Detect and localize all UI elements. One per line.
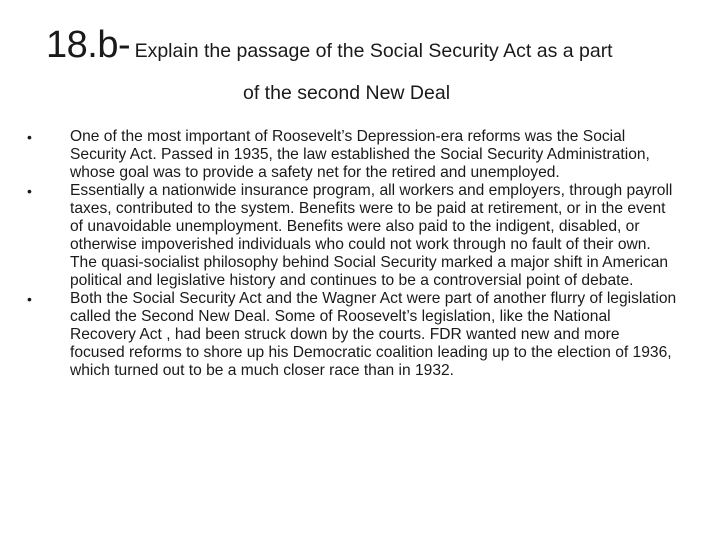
- title-line-1: [46, 26, 696, 64]
- bullet-text: Both the Social Security Act and the Wagner Act were part of another flurry of legislation called the Second New Deal. Some of Roosevelt’s legislation, like the National Recovery Act , had been struck down by the courts. FDR wanted new and more focused reforms to shore up his Democratic coalition leading up to the election of 1936, which turned out to be a much closer race than in 1932.: [70, 290, 677, 379]
- bullet-marker: •: [27, 129, 32, 145]
- bullet-marker: •: [27, 183, 32, 199]
- title-text-line-2: of the second New Deal: [243, 82, 451, 104]
- bullet-item: [27, 128, 677, 182]
- bullet-text: Essentially a nationwide insurance program, all workers and employers, through payroll taxes, contributed to the system. Benefits were to be paid at retirement, or in the event of unavoidable unemployment. Benefits were also paid to the indigent, disabled, or otherwise impoverished individuals who could not work through no fault of their own. The quasi-socialist philosophy behind Social Security marked a major shift in American political and legislative history and continues to be a controversial point of debate.: [70, 182, 673, 289]
- slide-title: [46, 24, 696, 104]
- title-text-line-1: Explain the passage of the Social Security Act as a part: [134, 40, 613, 62]
- bullet-marker: •: [27, 291, 32, 307]
- bullet-item: [27, 182, 677, 290]
- bullet-list: [27, 128, 677, 380]
- bullet-text: One of the most important of Roosevelt’s Depression-era reforms was the Social Security Act. Passed in 1935, the law established the Social Security Administration, whose goal was to provide a safety net for the retired and unemployed.: [70, 128, 650, 181]
- title-number: 18.b-: [46, 24, 131, 66]
- bullet-item: [27, 290, 677, 380]
